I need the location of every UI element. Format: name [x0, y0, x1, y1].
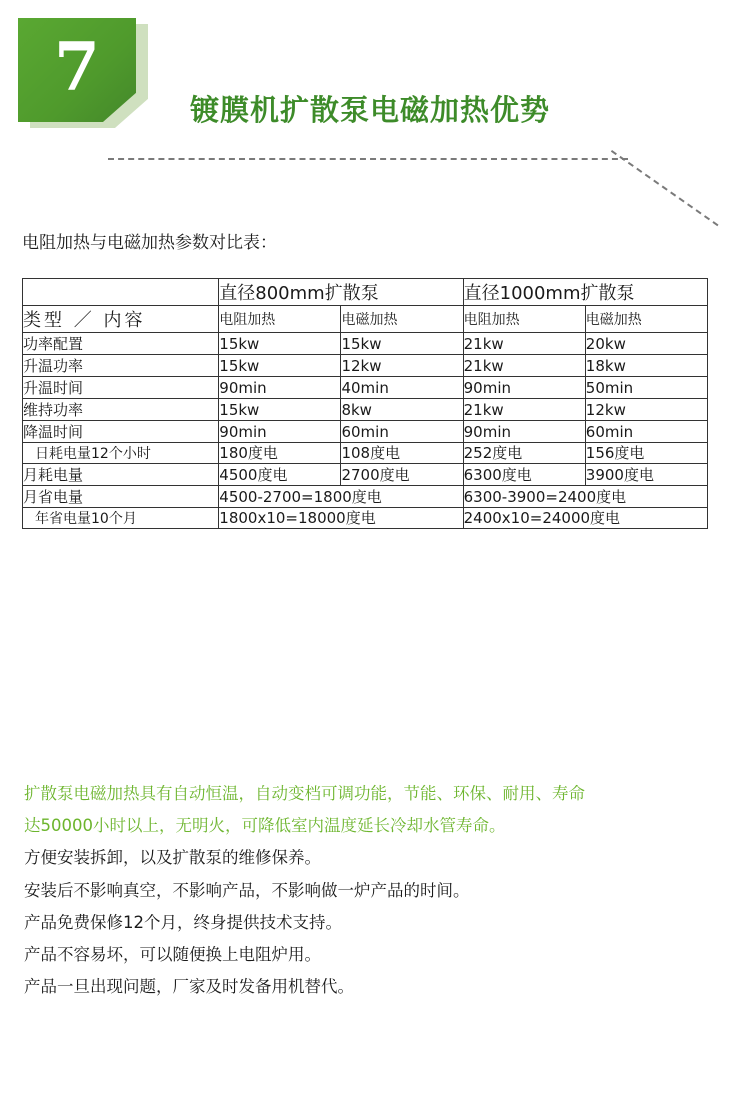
table-cell: 15kw [219, 355, 341, 377]
spec-table [22, 278, 708, 529]
table-cell: 21kw [463, 399, 585, 421]
note-item: 达50000小时以上，无明火，可降低室内温度延长冷却水管寿命。 [24, 816, 506, 836]
table-cell-merged: 2400x10=24000度电 [463, 508, 707, 529]
section-number-badge [18, 18, 148, 130]
table-cell: 15kw [219, 399, 341, 421]
table-cell: 90min [463, 421, 585, 443]
table-cell: 90min [219, 377, 341, 399]
table-row [23, 399, 708, 421]
note-item: 安装后不影响真空，不影响产品，不影响做一炉产品的时间。 [24, 880, 470, 900]
table-cell: 108度电 [341, 443, 463, 464]
table-cell: 2700度电 [341, 464, 463, 486]
table-row [23, 421, 708, 443]
table-cell: 90min [219, 421, 341, 443]
table-cell-merged: 1800x10=18000度电 [219, 508, 463, 529]
spec-table-wrapper [22, 278, 708, 529]
table-cell-merged: 6300-3900=2400度电 [463, 486, 707, 508]
divider-dashed-horizontal [108, 158, 628, 160]
note-item: 产品一旦出现问题，厂家及时发备用机替代。 [24, 977, 354, 997]
table-cell: 60min [585, 421, 707, 443]
table-row [23, 355, 708, 377]
table-header-sub-0: 电阻加热 [219, 306, 341, 333]
table-cell: 4500度电 [219, 464, 341, 486]
intro-text: 电阻加热与电磁加热参数对比表： [22, 233, 277, 253]
table-row-label: 年省电量10个月 [23, 508, 219, 529]
table-cell: 20kw [585, 333, 707, 355]
note-item: 产品不容易坏，可以随便换上电阻炉用。 [24, 944, 321, 964]
table-header-type: 类型 ／ 内容 [23, 306, 219, 333]
table-cell: 12kw [585, 399, 707, 421]
table-cell: 15kw [219, 333, 341, 355]
table-cell: 21kw [463, 333, 585, 355]
table-cell: 60min [341, 421, 463, 443]
divider-dashed-diagonal [611, 150, 719, 226]
table-header-group-1000: 直径1000mm扩散泵 [463, 279, 707, 306]
table-row-group-header [23, 279, 708, 306]
note-item: 方便安装拆卸，以及扩散泵的维修保养。 [24, 848, 321, 868]
table-cell: 18kw [585, 355, 707, 377]
table-cell: 8kw [341, 399, 463, 421]
table-row [23, 464, 708, 486]
table-header-sub-2: 电阻加热 [463, 306, 585, 333]
table-cell-merged: 4500-2700=1800度电 [219, 486, 463, 508]
note-item: 扩散泵电磁加热具有自动恒温，自动变档可调功能，节能、环保、耐用、寿命 [24, 784, 585, 803]
table-cell-empty [23, 279, 219, 306]
table-cell: 180度电 [219, 443, 341, 464]
table-cell: 252度电 [463, 443, 585, 464]
table-row [23, 443, 708, 464]
table-row-label: 月耗电量 [23, 464, 219, 486]
table-cell: 21kw [463, 355, 585, 377]
table-row-label: 降温时间 [23, 421, 219, 443]
table-header-group-800: 直径800mm扩散泵 [219, 279, 463, 306]
table-row [23, 377, 708, 399]
table-row-label: 升温功率 [23, 355, 219, 377]
table-row-label: 日耗电量12个小时 [23, 443, 219, 464]
table-row-label: 维持功率 [23, 399, 219, 421]
table-cell: 156度电 [585, 443, 707, 464]
table-row-merged [23, 486, 708, 508]
table-cell: 50min [585, 377, 707, 399]
table-cell: 40min [341, 377, 463, 399]
table-cell: 6300度电 [463, 464, 585, 486]
table-cell: 12kw [341, 355, 463, 377]
table-row-label: 功率配置 [23, 333, 219, 355]
table-row-label: 月省电量 [23, 486, 219, 508]
table-cell: 90min [463, 377, 585, 399]
page-header [0, 0, 730, 200]
table-row-merged [23, 508, 708, 529]
table-cell: 15kw [341, 333, 463, 355]
table-header-sub-3: 电磁加热 [585, 306, 707, 333]
badge-number-text: 7 [54, 28, 100, 106]
note-item: 产品免费保修12个月，终身提供技术支持。 [24, 912, 342, 932]
table-cell: 3900度电 [585, 464, 707, 486]
table-row [23, 333, 708, 355]
page-title: 镀膜机扩散泵电磁加热优势 [190, 93, 551, 127]
table-row-label: 升温时间 [23, 377, 219, 399]
notes-list [24, 778, 714, 1003]
table-row-sub-header [23, 306, 708, 333]
table-header-sub-1: 电磁加热 [341, 306, 463, 333]
